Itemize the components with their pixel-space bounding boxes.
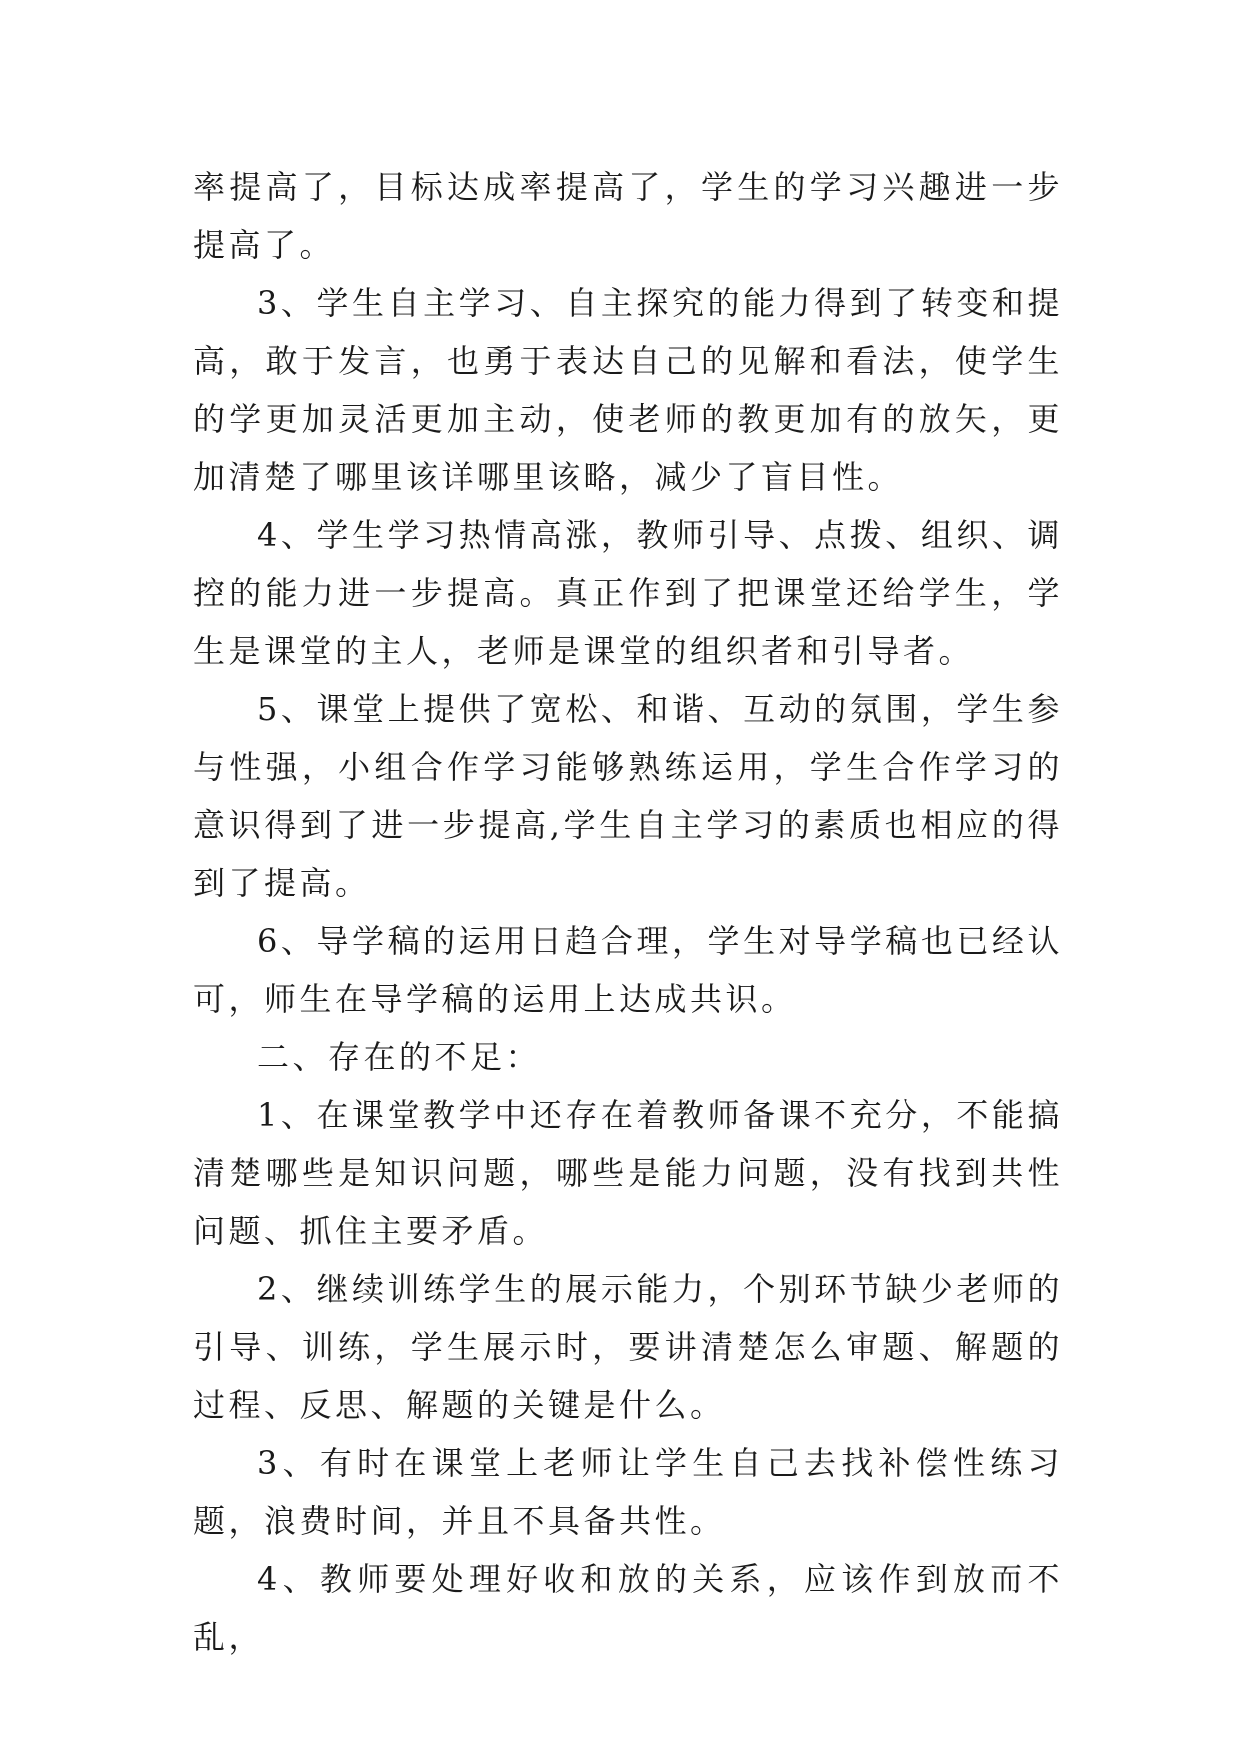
paragraph-item-5: 5、课堂上提供了宽松、和谐、互动的氛围，学生参与性强，小组合作学习能够熟练运用，学生合作学习的意识得到了进一步提高,学生自主学习的素质也相应的得到了提高。 (193, 690, 1063, 902)
paragraph-item-6: 6、导学稿的运用日趋合理，学生对导学稿也已经认可，师生在导学稿的运用上达成共识。 (193, 922, 1063, 1018)
paragraph-shortcoming-2: 2、继续训练学生的展示能力，个别环节缺少老师的引导、训练，学生展示时，要讲清楚怎么审题、解题的过程、反思、解题的关键是什么。 (193, 1270, 1063, 1424)
document-page (193, 158, 1063, 1666)
paragraph-shortcoming-3: 3、有时在课堂上老师让学生自己去找补偿性练习题，浪费时间，并且不具备共性。 (193, 1444, 1063, 1540)
section-heading-shortcomings: 二、存在的不足： (257, 1038, 542, 1076)
paragraph-item-3: 3、学生自主学习、自主探究的能力得到了转变和提高，敢于发言，也勇于表达自己的见解和看法，使学生的学更加灵活更加主动，使老师的教更加有的放矢，更加清楚了哪里该详哪里该略，减少了盲目性。 (193, 284, 1063, 496)
paragraph-shortcoming-4: 4、教师要处理好收和放的关系，应该作到放而不乱， (193, 1560, 1063, 1656)
paragraph-item-4: 4、学生学习热情高涨，教师引导、点拨、组织、调控的能力进一步提高。真正作到了把课堂还给学生，学生是课堂的主人，老师是课堂的组织者和引导者。 (193, 516, 1063, 670)
paragraph-continued: 率提高了，目标达成率提高了，学生的学习兴趣进一步提高了。 (193, 168, 1063, 264)
paragraph-shortcoming-1: 1、在课堂教学中还存在着教师备课不充分，不能搞清楚哪些是知识问题，哪些是能力问题，没有找到共性问题、抓住主要矛盾。 (193, 1096, 1063, 1250)
